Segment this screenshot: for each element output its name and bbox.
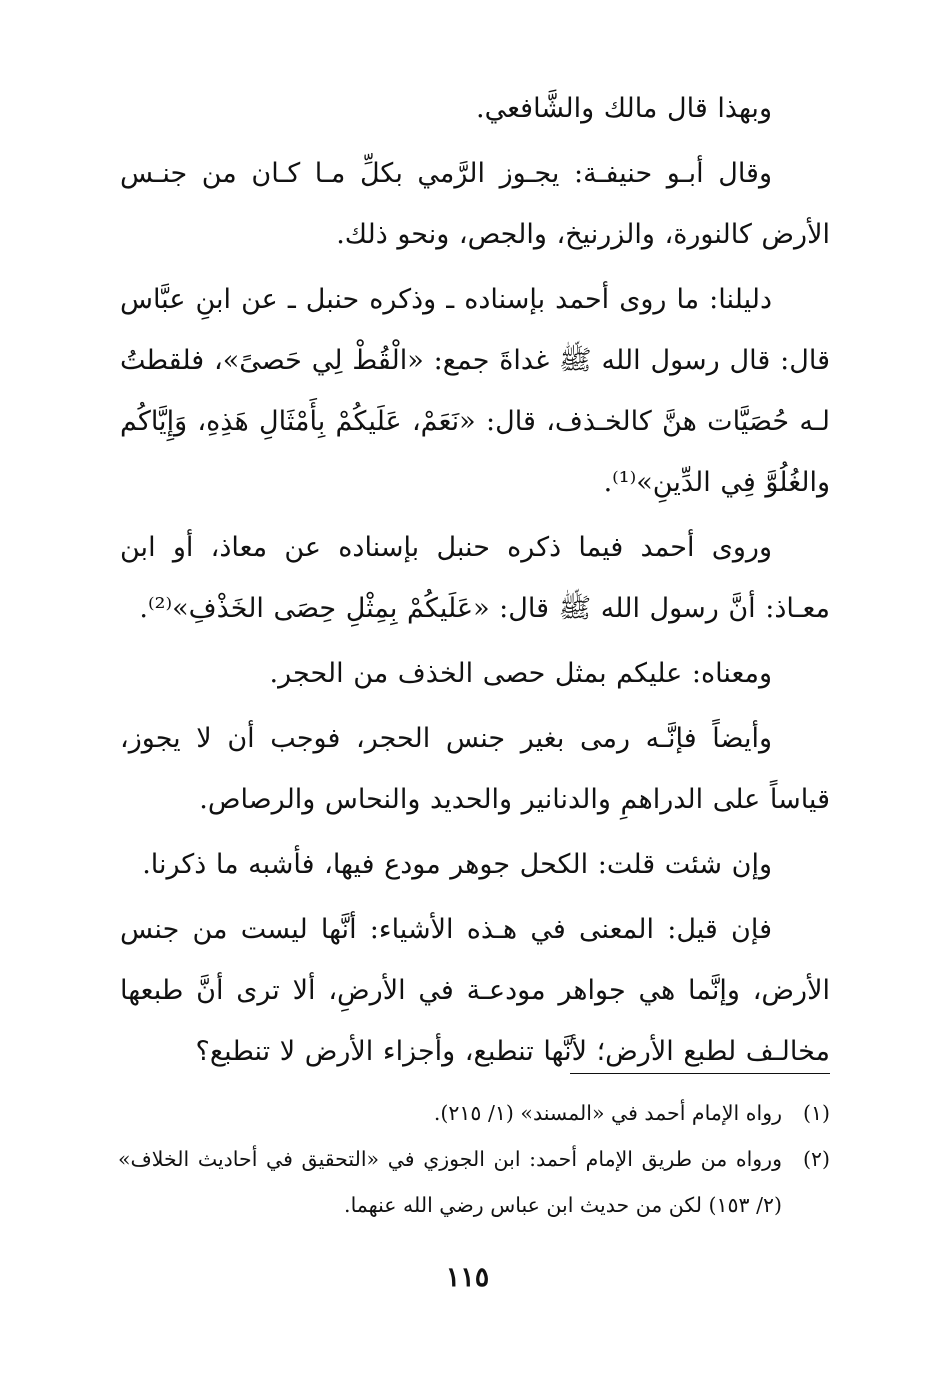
paragraph: فإن قيل: المعنى في هـذه الأشياء: أنَّها ليست من جنس الأرض، وإنَّما هي جواهر مودعـة في الأرضِ، ألا ترى أنَّ طبعها مخالـف لطبع الأرض؛ لأنَّها تنطبع، وأجزاء الأرض لا تنطبع؟ (120, 914, 830, 1067)
paragraph: وأيضاً فإنَّـه رمى بغير جنس الحجر، فوجب أن لا يجوز، قياساً على الدراهمِ والدنانير والحديد والنحاس والرصاص. (120, 723, 830, 815)
paragraph: وبهذا قال مالك والشَّافعي. (476, 93, 772, 124)
footnote-text: رواه الإمام أحمد في «المسند» (١/ ٢١٥). (433, 1101, 782, 1125)
page-number: ١١٥ (445, 1262, 490, 1293)
footnote-text: ورواه من طريق الإمام أحمد: ابن الجوزي في «التحقيق في أحاديث الخلاف» (٢/ ١٥٣) لكن من حديث ابن عباس رضي الله عنهما. (118, 1147, 782, 1217)
footnote-number: (١) (802, 1101, 830, 1125)
paragraph: وقال أبـو حنيفـة: يجـوز الرَّمي بكلِّ مـا كـان من جنـس الأرض كالنورة، والزرنيخ، والجص، ونحو ذلك. (120, 158, 830, 250)
footnote-divider (570, 1073, 830, 1074)
paragraph: وإن شئت قلت: الكحل جوهر مودع فيها، فأشبه ما ذكرنا. (142, 849, 772, 880)
main-text (120, 78, 830, 1086)
footnote (118, 1090, 830, 1136)
footnote (118, 1136, 830, 1228)
paragraph: وروى أحمد فيما ذكره حنبل بإسناده عن معاذ، أو ابن معـاذ: أنَّ رسول الله ﷺ قال: «عَلَيكُمْ بِمِثْلِ حِصَى الخَذْفِ»⁽²⁾. (120, 532, 830, 624)
footnotes (118, 1090, 830, 1228)
footnote-number: (٢) (802, 1147, 830, 1171)
paragraph: دليلنا: ما روى أحمد بإسناده ـ وذكره حنبل ـ عن ابنِ عبَّاس قال: قال رسول الله ﷺ غداةَ جمع: «الْقُطْ لِي حَصىً»، فلقطتُ لـه حُصَيَّات هنَّ كالخـذف، قال: «نَعَمْ، عَلَيكُمْ بِأَمْثَالِ هَذِهِ، وَإِيَّاكُم والغُلُوَّ فِي الدِّينِ»⁽¹⁾. (120, 284, 830, 498)
paragraph: ومعناه: عليكم بمثل حصى الخذف من الحجر. (269, 658, 772, 689)
